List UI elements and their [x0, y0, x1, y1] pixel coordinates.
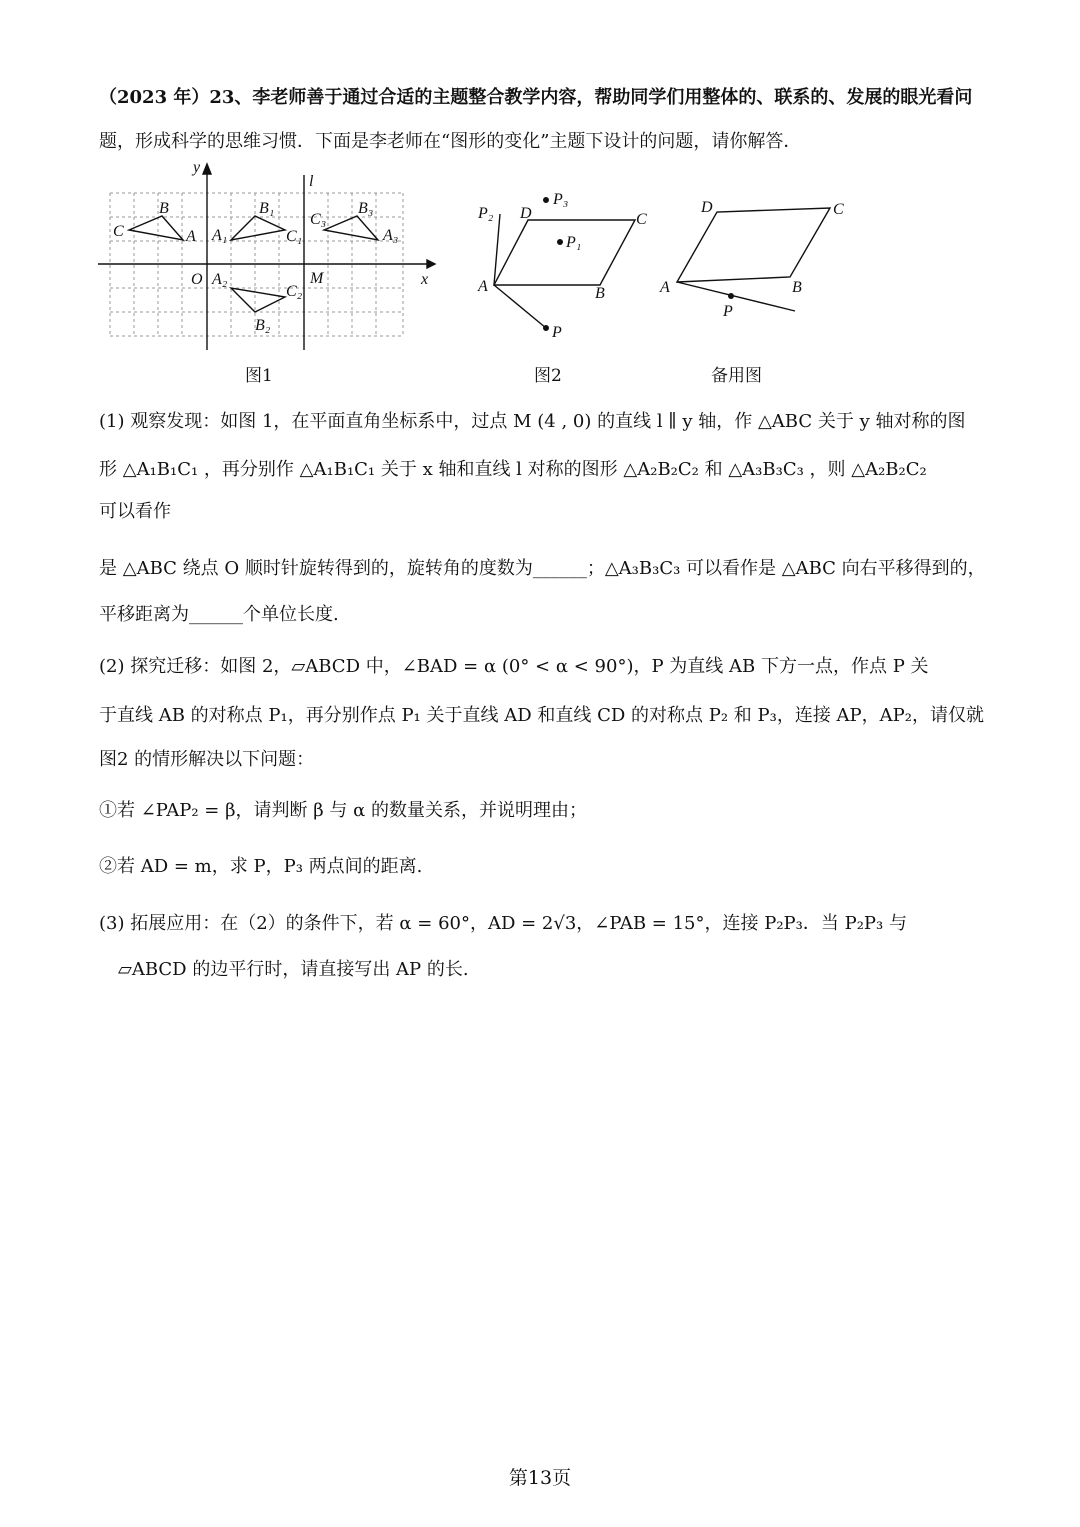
svg-text:B₁: B₁	[259, 200, 275, 217]
triangle-abc	[129, 216, 183, 240]
triangle-a2b2c2	[231, 288, 285, 312]
figure-backup-caption: 备用图	[711, 366, 762, 386]
problem-line-1: （2023 年）23、李老师善于通过合适的主题整合教学内容，帮助同学们用整体的、联系的、发展的眼光看问	[99, 87, 973, 108]
svg-text:A₃: A₃	[383, 227, 399, 244]
svg-text:A: A	[186, 228, 196, 245]
part1-line-2: 形 △A₁B₁C₁ ，再分别作 △A₁B₁C₁ 关于 x 轴和直线 l 对称的图形 △A₂B₂C₂ 和 △A₃B₃C₃ ，则 △A₂B₂C₂	[99, 459, 927, 480]
part3-line-1: (3) 拓展应用：在（2）的条件下，若 α = 60°，AD = 2√3，∠PAB = 15°，连接 P₂P₃．当 P₂P₃ 与	[99, 913, 907, 934]
svg-text:D: D	[520, 205, 532, 222]
parallelogram-abcd	[677, 208, 830, 282]
svg-text:O: O	[191, 271, 203, 288]
svg-text:P₃: P₃	[553, 191, 569, 208]
svg-text:B₂: B₂	[255, 317, 271, 334]
triangle-a3b3c3	[324, 216, 378, 240]
svg-text:P₂: P₂	[478, 205, 494, 222]
svg-text:C: C	[833, 201, 844, 218]
part1-line-3: 可以看作	[99, 501, 171, 522]
svg-text:A: A	[660, 279, 670, 296]
svg-text:B₃: B₃	[358, 200, 374, 217]
svg-text:C₃: C₃	[310, 211, 327, 228]
svg-text:C₁: C₁	[286, 228, 303, 245]
svg-text:l: l	[309, 173, 314, 190]
svg-text:C: C	[636, 211, 647, 228]
svg-text:M: M	[310, 270, 324, 287]
svg-text:P: P	[552, 324, 562, 341]
part2-question-2: ②若 AD = m，求 P，P₃ 两点间的距离.	[99, 856, 423, 877]
svg-text:C₂: C₂	[286, 283, 303, 300]
part1-line-1: (1) 观察发现：如图 1，在平面直角坐标系中，过点 M (4 , 0) 的直线 l ∥ y 轴，作 △ABC 关于 y 轴对称的图	[99, 411, 966, 432]
svg-text:A₂: A₂	[212, 271, 228, 288]
page-number: 第13页	[508, 1467, 572, 1489]
part2-question-1: ①若 ∠PAP₂ = β，请判断 β 与 α 的数量关系，并说明理由；	[99, 800, 587, 821]
figure-1-caption: 图1	[245, 366, 273, 386]
parallelogram-abcd	[494, 220, 635, 285]
figure-2	[470, 180, 660, 345]
svg-text:P: P	[723, 303, 733, 320]
part2-line-3: 图2 的情形解决以下问题：	[99, 749, 315, 770]
figure-2-caption: 图2	[534, 366, 562, 386]
svg-text:A₁: A₁	[212, 227, 228, 244]
svg-text:A: A	[478, 278, 488, 295]
svg-text:P₁: P₁	[566, 234, 582, 251]
svg-text:B: B	[792, 279, 802, 296]
svg-text:y: y	[193, 160, 201, 176]
svg-text:C: C	[113, 223, 124, 240]
part1-line-4: 是 △ABC 绕点 O 顺时针旋转得到的，旋转角的度数为______；△A₃B₃C₃ 可以看作是 △ABC 向右平移得到的，	[99, 558, 986, 579]
part2-line-1: (2) 探究迁移：如图 2，▱ABCD 中，∠BAD = α (0° < α < 90°)，P 为直线 AB 下方一点，作点 P 关	[99, 656, 929, 677]
figure-backup	[655, 190, 855, 325]
part3-line-2: ▱ABCD 的边平行时，请直接写出 AP 的长.	[118, 959, 469, 980]
svg-text:D: D	[701, 199, 713, 216]
svg-text:x: x	[421, 271, 429, 288]
svg-text:B: B	[595, 285, 605, 302]
triangle-a1b1c1	[231, 216, 285, 240]
figure-1	[95, 160, 440, 355]
problem-line-2: 题，形成科学的思维习惯．下面是李老师在“图形的变化”主题下设计的问题，请你解答．	[99, 131, 802, 152]
part2-line-2: 于直线 AB 的对称点 P₁，再分别作点 P₁ 关于直线 AD 和直线 CD 的对称点 P₂ 和 P₃，连接 AP，AP₂，请仅就	[99, 705, 984, 726]
svg-text:B: B	[159, 200, 169, 217]
part1-line-5: 平移距离为______个单位长度.	[99, 604, 339, 625]
